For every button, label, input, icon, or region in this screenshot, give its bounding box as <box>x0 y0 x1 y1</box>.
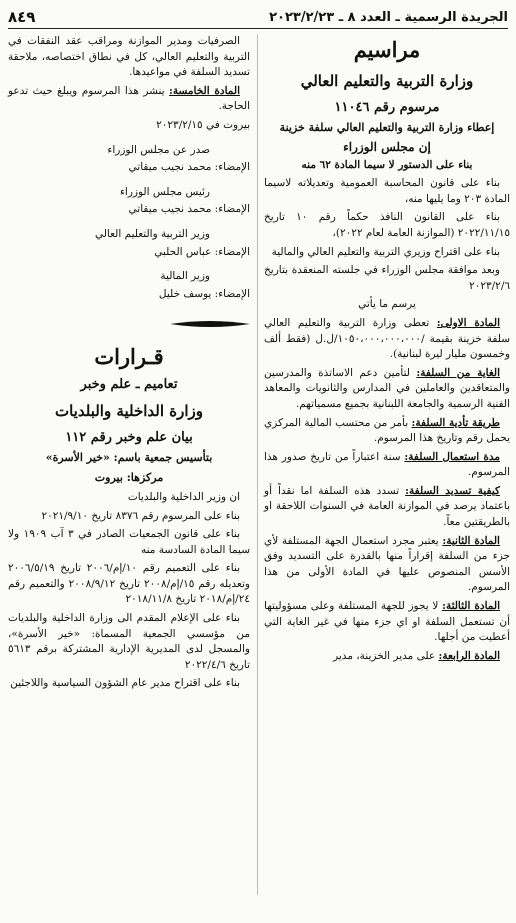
article-2-label: المادة الثانية: <box>442 534 500 547</box>
notice-number: بيان علم وخبر رقم ١١٢ <box>65 429 193 445</box>
purpose-clause <box>264 366 510 413</box>
article-5-label: المادة الخامسة: <box>169 84 240 97</box>
duration-text: سنة اعتباراً من تاريخ صدور هذا المرسوم. <box>264 450 510 479</box>
basis-paragraph-4: وبعد موافقة مجلس الوزراء في جلسته المنعقدة بتاريخ ٢٠٢٣/٢/٦ <box>264 264 510 292</box>
decrees-line: يرسم ما يأتي <box>358 298 416 311</box>
notice-headquarters: مركزها: بيروت <box>94 470 164 484</box>
notice-paragraph-2: بناء على المرسوم رقم ٨٣٧٦ تاريخ ٢٠٢١/٩/١٠ <box>41 509 240 522</box>
article-2 <box>264 534 510 596</box>
basis-paragraph-1: بناء على قانون المحاسبة العمومية وتعديلاته لاسيما المادة ٢٠٣ وما يليها منه، <box>264 177 510 205</box>
decree-subject: إعطاء وزارة التربية والتعليم العالي سلفة خزينة <box>279 121 495 134</box>
article-1 <box>264 316 510 363</box>
article-5-text: ينشر هذا المرسوم ويبلغ حيث تدعو الحاجة. <box>8 84 250 113</box>
method-clause <box>264 416 510 447</box>
repay-clause <box>264 484 510 531</box>
article-4-text: على مدير الخزينة، مدير <box>333 649 436 662</box>
education-minister-title: وزير التربية والتعليم العالي <box>94 227 210 240</box>
article-1-text: تعطى وزارة التربية والتعليم العالي سلفة خزينة بقيمة /١٠٥٠،٠٠٠،٠٠٠،٠٠٠/ل.ل (فقط ألف وخمسون مليار ليرة لبنانية). <box>264 316 510 361</box>
article-2-text: يعتبر مجرد استعمال الجهة المستلفة لأي جزء من السلفة إقراراً منها بالقدرة على التسديد وفق الأسس المنصوص عليها في المادة الأولى من هذا المرسوم. <box>264 534 510 594</box>
issue-date: بيروت في ٢٠٢٣/٢/١٥ <box>156 118 250 131</box>
article-5 <box>8 84 250 115</box>
page-number: ٨٤٩ <box>8 8 36 26</box>
signature-2: الإمضاء: محمد نجيب ميقاتي <box>128 203 250 216</box>
notice-subject: بتأسيس جمعية باسم: «خير الأسرة» <box>45 450 213 464</box>
pm-title: رئيس مجلس الوزراء <box>119 185 210 198</box>
issued-by: صدر عن مجلس الوزراء <box>107 143 210 156</box>
purpose-label: الغاية من السلفة: <box>416 366 501 379</box>
ministry-title: وزارة التربية والتعليم العالي <box>300 72 474 90</box>
signature-1: الإمضاء: محمد نجيب ميقاتي <box>128 161 250 174</box>
method-label: طريقة تأدية السلفة: <box>411 416 500 429</box>
constitution-basis: بناء على الدستور لا سيما المادة ٦٢ منه <box>301 158 473 171</box>
article-3 <box>264 599 510 646</box>
right-column <box>264 34 510 667</box>
section-title-decrees: مراسيم <box>353 37 421 62</box>
article-4-label: المادة الرابعة: <box>438 649 500 662</box>
article-3-label: المادة الثالثة: <box>442 600 500 613</box>
article-4 <box>264 649 510 665</box>
duration-label: مدة استعمال السلفة: <box>404 450 500 463</box>
page-header <box>8 6 508 29</box>
duration-clause <box>264 450 510 481</box>
notice-paragraph-5: بناء على الإعلام المقدم الى وزارة الداخلية والبلديات من مؤسسي الجمعية المسماة: «خير الأسرة»، والمسجل لدى المديرية الإدارية المشتركة برقم ٥٦١٣ تاريخ ٢٠٢٢/٤/٦ <box>8 612 250 671</box>
ornament-divider <box>170 319 250 329</box>
article-4-continued: الصرفيات ومدير الموازنة ومراقب عقد النفقات في التربية والتعليم العالي، كل في نطاق اختصاصه، ملاحقة تسديد السلفة في مواعيدها. <box>8 35 250 79</box>
purpose-text: لتأمين دعم الاساتذة والمدرسين والمتعاقدين والعاملين في المدارس والثانويات والمعاهد الفنية الرسمية والجامعة اللبنانية بجميع مسمياتهم. <box>264 366 510 410</box>
notice-paragraph-1: ان وزير الداخلية والبلديات <box>127 490 240 503</box>
circulars-title: تعاميم ـ علم وخبر <box>80 376 178 392</box>
left-column <box>8 34 250 695</box>
repay-text: تسدد هذه السلفة اما نقداً أو باعتماد يرصد في الموازنة العامة في السنوات اللاحقة او بالطريقتين معاً. <box>264 484 510 529</box>
section-title-decisions: قـرارات <box>94 343 164 369</box>
column-divider <box>257 34 258 895</box>
method-text: بأمر من محتسب المالية المركزي يحمل رقم وتاريخ هذا المرسوم. <box>264 416 510 445</box>
signature-4: الإمضاء: يوسف خليل <box>158 287 250 300</box>
basis-paragraph-2: بناء على القانون النافذ حكماً رقم ١٠ تاريخ ٢٠٢٢/١١/١٥ (الموازنة العامة لعام ٢٠٢٢)، <box>264 211 510 239</box>
notice-paragraph-3: بناء على قانون الجمعيات الصادر في ٣ آب ١٩٠٩ ولا سيما المادة السادسة منه <box>8 528 250 556</box>
repay-label: كيفية تسديد السلفة: <box>405 484 500 497</box>
finance-minister-title: وزير المالية <box>160 270 210 283</box>
notice-paragraph-4: بناء على التعميم رقم ١٠/إم/٢٠٠٦ تاريخ ٢٠٠٦/٥/١٩ وتعديله رقم ١٥/إم/٢٠٠٨ تاريخ ٢٠٠٨/٩/١٢ والتعميم رقم ٢٤/إم/٢٠١٨ تاريخ ٢٠١٨/١١/٨ <box>8 562 250 606</box>
article-3-text: لا يجوز للجهة المستلفة وعلى مسؤوليتها أن تستعمل السلفة او اي جزء منها في غير الغاية التي أعطيت من أجلها. <box>264 600 510 644</box>
basis-paragraph-3: بناء على اقتراح وزيري التربية والتعليم العالي والمالية <box>271 245 500 258</box>
decree-number: مرسوم رقم ١١٠٤٦ <box>334 100 440 115</box>
ministry-interior-title: وزارة الداخلية والبلديات <box>54 401 203 420</box>
signature-3: الإمضاء: عباس الحلبي <box>154 245 250 258</box>
notice-paragraph-6: بناء على اقتراح مدير عام الشؤون السياسية واللاجئين <box>10 677 240 690</box>
council-heading: إن مجلس الوزراء <box>343 140 431 154</box>
article-1-label: المادة الاولى: <box>436 316 500 329</box>
gazette-issue-line: الجريدة الرسمية ـ العدد ٨ ـ ٢٠٢٣/٢/٢٣ <box>269 9 508 25</box>
